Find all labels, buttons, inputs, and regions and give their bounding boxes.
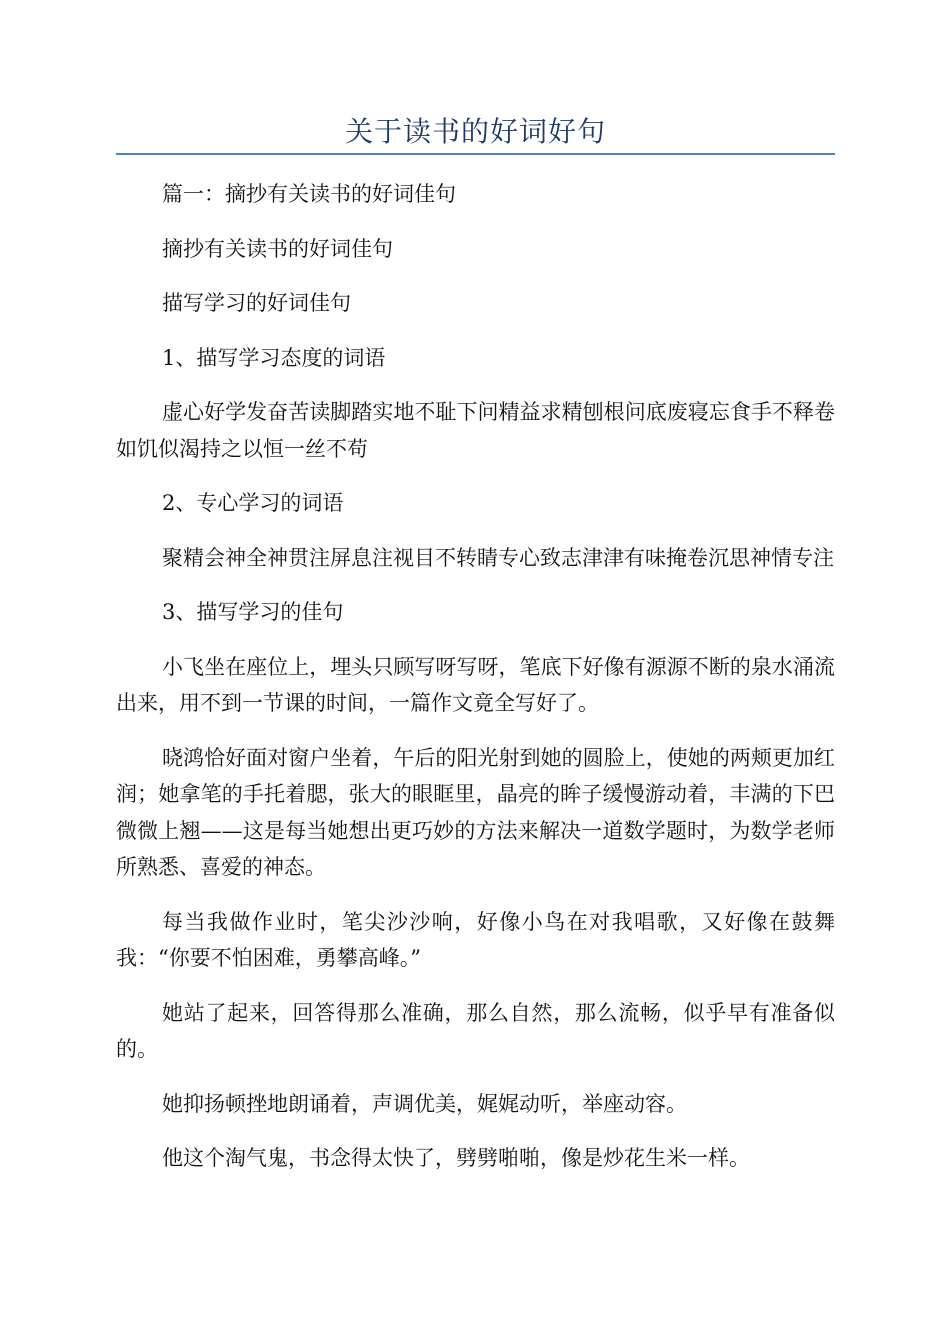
subheading: 描写学习的好词佳句 [162, 291, 351, 315]
section-heading: 篇一：摘抄有关读书的好词佳句 [162, 182, 456, 206]
paragraph: 每当我做作业时，笔尖沙沙响，好像小鸟在对我唱歌，又好像在鼓舞我：“你要不怕困难，勇攀高峰。” [116, 909, 835, 970]
paragraph: 虚心好学发奋苦读脚踏实地不耻下问精益求精刨根问底废寝忘食手不释卷如饥似渴持之以恒一丝不苟 [116, 400, 835, 461]
paragraph: 小飞坐在座位上，埋头只顾写呀写呀，笔底下好像有源源不断的泉水涌流出来，用不到一节课的时间，一篇作文竟全写好了。 [116, 654, 835, 715]
paragraph: 晓鸿恰好面对窗户坐着，午后的阳光射到她的圆脸上，使她的两颊更加红润；她拿笔的手托着腮，张大的眼眶里，晶亮的眸子缓慢游动着，丰满的下巴微微上翘——这是每当她想出更巧妙的方法来解决一道数学题时，为数学老师所熟悉、喜爱的神态。 [116, 745, 835, 879]
page-title: 关于读书的好词好句 [344, 115, 606, 148]
document-body [116, 176, 835, 1195]
title-underline [116, 153, 835, 155]
list-heading: 3、描写学习的佳句 [162, 600, 344, 624]
subheading: 摘抄有关读书的好词佳句 [162, 236, 393, 261]
list-heading: 1、描写学习态度的词语 [162, 345, 386, 370]
paragraph: 她站了起来，回答得那么准确，那么自然，那么流畅，似乎早有准备似的。 [116, 1000, 835, 1061]
paragraph: 他这个淘气鬼，书念得太快了，劈劈啪啪，像是炒花生米一样。 [162, 1146, 750, 1170]
paragraph: 聚精会神全神贯注屏息注视目不转睛专心致志津津有味掩卷沉思神情专注 [162, 545, 834, 570]
paragraph: 她抑扬顿挫地朗诵着，声调优美，娓娓动听，举座动容。 [162, 1091, 687, 1116]
list-heading: 2、专心学习的词语 [162, 491, 344, 515]
